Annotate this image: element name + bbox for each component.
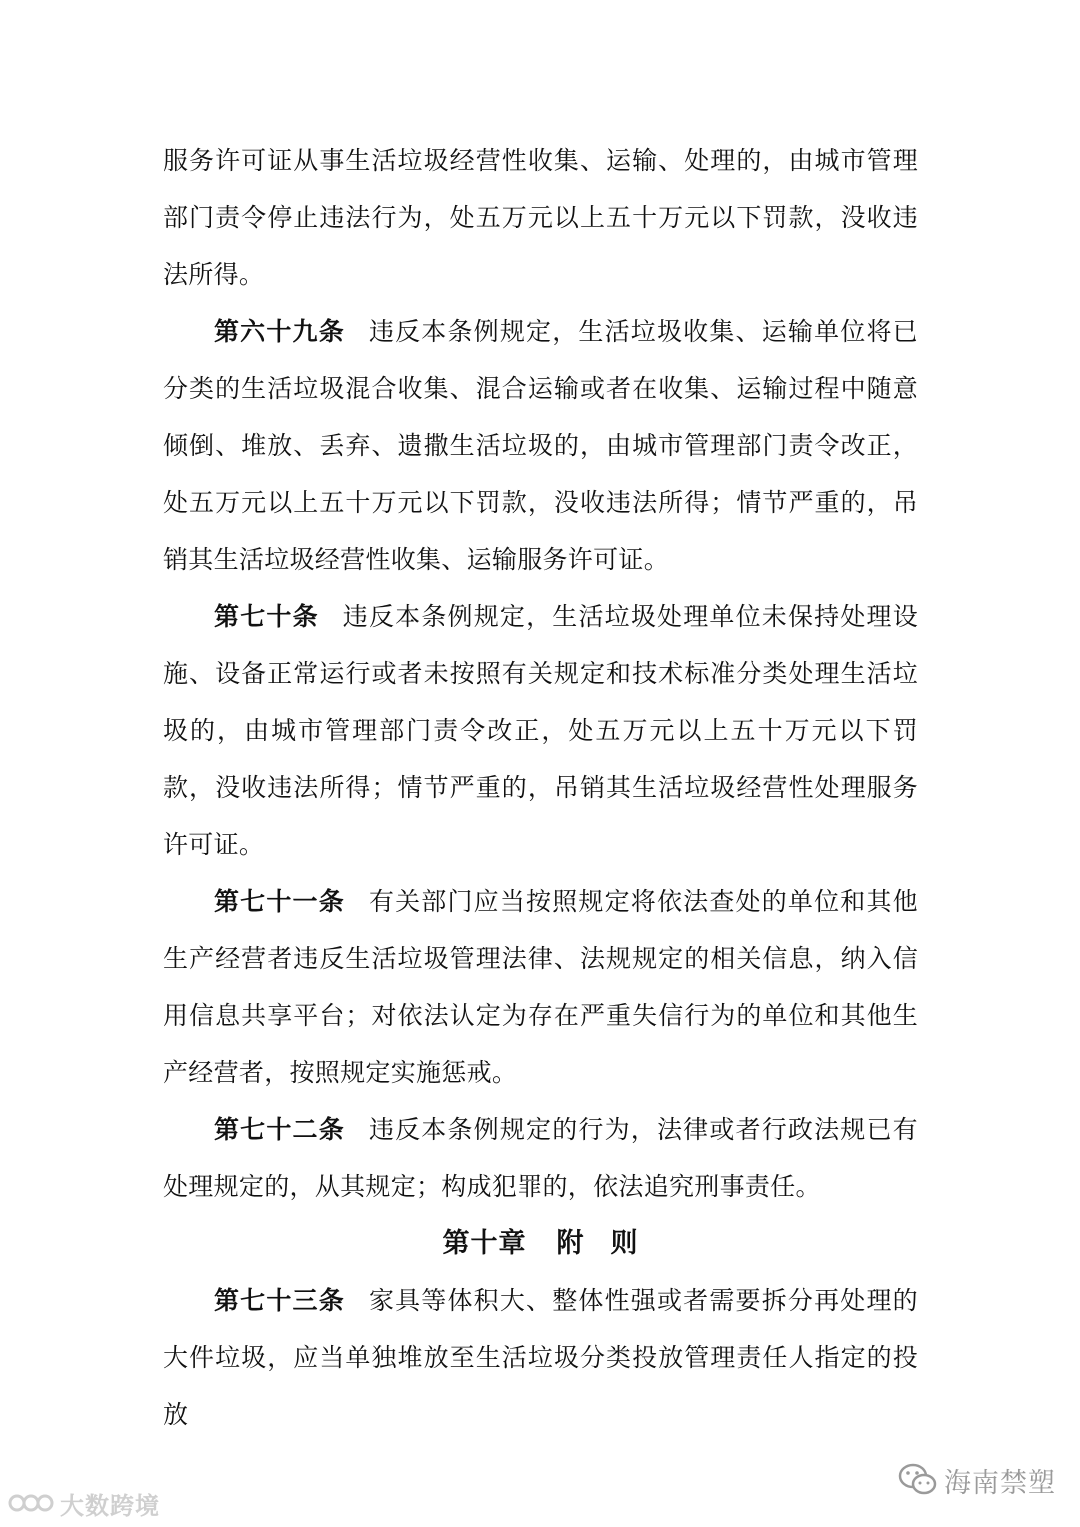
wechat-icon [898,1462,938,1498]
paragraph-text: 违反本条例规定，生活垃圾处理单位未保持处理设施、设备正常运行或者未按照有关规定和技术标准分类处理生活垃圾的，由城市管理部门责令改正，处五万元以上五十万元以下罚款，没收违法所得；情节严重的，吊销其生活垃圾经营性处理服务许可证。 [163,602,919,859]
paragraph-continuation [163,132,918,303]
brand-logo-icon [8,1490,54,1516]
chapter-number: 第十章 [442,1228,527,1259]
watermark-left [8,1487,160,1519]
watermark-right [898,1458,1056,1502]
article-72 [163,1101,918,1215]
article-69 [163,303,918,588]
article-number: 第七十三条 [214,1286,345,1315]
document-body [163,132,918,1443]
article-number: 第七十一条 [214,887,345,916]
watermark-left-text: 大数跨境 [60,1491,160,1520]
chapter-title [163,1215,918,1272]
chapter-name-part2: 则 [610,1228,639,1259]
article-number: 第七十条 [214,602,319,631]
article-number: 第六十九条 [214,317,345,346]
article-71 [163,873,918,1101]
article-70 [163,588,918,873]
paragraph-text: 家具等体积大、整体性强或者需要拆分再处理的大件垃圾，应当单独堆放至生活垃圾分类投放管理责任人指定的投放 [163,1286,918,1429]
chapter-name-part1: 附 [556,1228,585,1259]
article-number: 第七十二条 [214,1115,345,1144]
paragraph-text: 服务许可证从事生活垃圾经营性收集、运输、处理的，由城市管理部门责令停止违法行为，处五万元以上五十万元以下罚款，没收违法所得。 [163,146,918,289]
paragraph-text: 违反本条例规定，生活垃圾收集、运输单位将已分类的生活垃圾混合收集、混合运输或者在收集、运输过程中随意倾倒、堆放、丢弃、遗撒生活垃圾的，由城市管理部门责令改正，处五万元以上五十万元以下罚款，没收违法所得；情节严重的，吊销其生活垃圾经营性收集、运输服务许可证。 [163,317,918,574]
article-73 [163,1272,918,1443]
paragraph-text: 有关部门应当按照规定将依法查处的单位和其他生产经营者违反生活垃圾管理法律、法规规定的相关信息，纳入信用信息共享平台；对依法认定为存在严重失信行为的单位和其他生产经营者，按照规定实施惩戒。 [163,887,918,1087]
paragraph-text: 违反本条例规定的行为，法律或者行政法规已有处理规定的，从其规定；构成犯罪的，依法追究刑事责任。 [163,1115,918,1201]
watermark-right-text: 海南禁塑 [944,1467,1056,1499]
